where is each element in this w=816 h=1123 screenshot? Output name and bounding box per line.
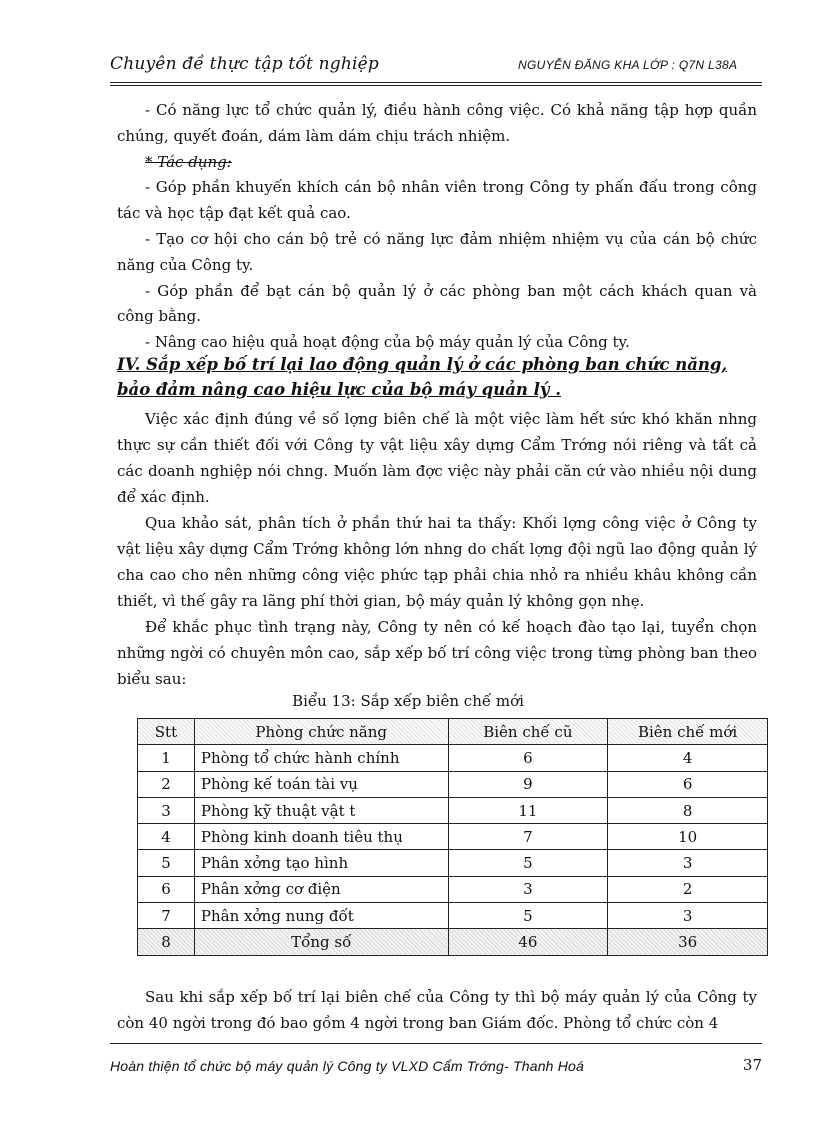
cell-stt: 5 (138, 850, 195, 876)
page-header (110, 48, 762, 82)
cell-old: 7 (448, 824, 608, 850)
body-text-bottom (117, 984, 757, 1036)
cell-new: 6 (608, 771, 768, 797)
tac-dung-label (117, 150, 757, 176)
footer-rule (110, 1043, 762, 1044)
tac-dung-text: * Tác dụng: (145, 152, 232, 171)
page-footer (110, 1056, 762, 1080)
cell-new: 10 (608, 824, 768, 850)
cell-stt: 2 (138, 771, 195, 797)
paragraph: - Nâng cao hiệu quả hoạt động của bộ máy quản lý của Công ty. (145, 333, 630, 352)
header-title: Chuyên đề thực tập tốt nghiệp (110, 54, 380, 74)
paragraph: - Góp phần để bạt cán bộ quản lý ở các phòng ban một cách khách quan và công bằng. (117, 281, 757, 326)
cell-old-total: 46 (448, 929, 608, 955)
cell-new: 4 (608, 745, 768, 771)
paragraph: - Góp phần khuyến khích cán bộ nhân viên trong Công ty phấn đấu trong công tác và học tập đạt kết quả cao. (117, 178, 757, 223)
cell-new: 3 (608, 903, 768, 929)
cell-department: Phân xởng cơ điện (194, 876, 448, 902)
cell-department: Phòng tổ chức hành chính (194, 745, 448, 771)
table-row (138, 771, 768, 797)
cell-department: Phân xởng nung đốt (194, 903, 448, 929)
cell-department: Phân xởng tạo hình (194, 850, 448, 876)
footer-title: Hoàn thiện tổ chức bộ máy quản lý Công ty VLXD Cẩm Trớng- Thanh Hoá (110, 1058, 585, 1074)
table-row (138, 824, 768, 850)
table-row (138, 876, 768, 902)
cell-department: Phòng kế toán tài vụ (194, 771, 448, 797)
cell-new-total: 36 (608, 929, 768, 955)
body-text-mid (117, 406, 757, 692)
table-row (138, 903, 768, 929)
cell-stt: 4 (138, 824, 195, 850)
header-author: NGUYỄN ĐĂNG KHA LỚP : Q7N L38A (518, 58, 738, 72)
cell-new: 3 (608, 850, 768, 876)
paragraph: Để khắc phục tình trạng này, Công ty nên có kế hoạch đào tạo lại, tuyển chọn những ngời có chuyên môn cao, sắp xếp bố trí công việc trong từng phòng ban theo biểu sau: (117, 618, 757, 688)
cell-new: 2 (608, 876, 768, 902)
cell-old: 11 (448, 797, 608, 823)
cell-stt: 6 (138, 876, 195, 902)
table-row (138, 797, 768, 823)
table-caption: Biểu 13: Sắp xếp biên chế mới (292, 692, 524, 710)
col-header-new: Biên chế mới (608, 719, 768, 745)
col-header-department: Phòng chức năng (194, 719, 448, 745)
table-header-row (138, 719, 768, 745)
cell-stt: 1 (138, 745, 195, 771)
header-rule-2 (110, 85, 762, 86)
cell-total-label: Tổng số (194, 929, 448, 955)
table-row (138, 850, 768, 876)
cell-old: 9 (448, 771, 608, 797)
paragraph: Sau khi sắp xếp bố trí lại biên chế của Công ty thì bộ máy quản lý của Công ty còn 40 ngời trong đó bao gồm 4 ngời trong ban Giám đốc. Phòng tổ chức còn 4 (117, 988, 757, 1032)
table-total-row (138, 929, 768, 955)
staffing-table (137, 718, 768, 956)
cell-old: 5 (448, 850, 608, 876)
cell-stt: 7 (138, 903, 195, 929)
col-header-old: Biên chế cũ (448, 719, 608, 745)
cell-new: 8 (608, 797, 768, 823)
cell-old: 6 (448, 745, 608, 771)
paragraph: Qua khảo sát, phân tích ở phần thứ hai ta thấy: Khối lợng công việc ở Công ty vật liệu xây dựng Cẩm Trớng không lớn nhng do chất lợng đội ngũ lao động quản lý cha cao cho nên những công việc phức tạp phải chia nhỏ ra nhiều khâu không cần thiết, vì thế gây ra lãng phí thời gian, bộ máy quản lý không gọn nhẹ. (117, 514, 757, 610)
page-number: 37 (742, 1056, 762, 1074)
cell-department: Phòng kinh doanh tiêu thụ (194, 824, 448, 850)
paragraph: - Tạo cơ hội cho cán bộ trẻ có năng lực đảm nhiệm nhiệm vụ của cán bộ chức năng của Công ty. (117, 229, 757, 274)
paragraph: Việc xác định đúng về số lợng biên chế là một việc làm hết sức khó khăn nhng thực sự cần thiết đối với Công ty vật liệu xây dựng Cẩm Trớng nói riêng và tất cả các doanh nghiệp nói chng. Muốn làm đợc việc này phải căn cứ vào nhiều nội dung để xác định. (117, 410, 757, 506)
cell-department: Phòng kỹ thuật vật t (194, 797, 448, 823)
header-rule (110, 82, 762, 83)
body-text-top (117, 98, 757, 356)
col-header-stt: Stt (138, 719, 195, 745)
cell-old: 5 (448, 903, 608, 929)
cell-stt: 8 (138, 929, 195, 955)
table-row (138, 745, 768, 771)
cell-stt: 3 (138, 797, 195, 823)
section-heading: IV. Sắp xếp bố trí lại lao động quản lý ở các phòng ban chức năng, bảo đảm nâng cao hiệu lực của bộ máy quản lý . (117, 355, 728, 399)
cell-old: 3 (448, 876, 608, 902)
paragraph: - Có năng lực tổ chức quản lý, điều hành công việc. Có khả năng tập hợp quần chúng, quyết đoán, dám làm dám chịu trách nhiệm. (117, 101, 757, 145)
